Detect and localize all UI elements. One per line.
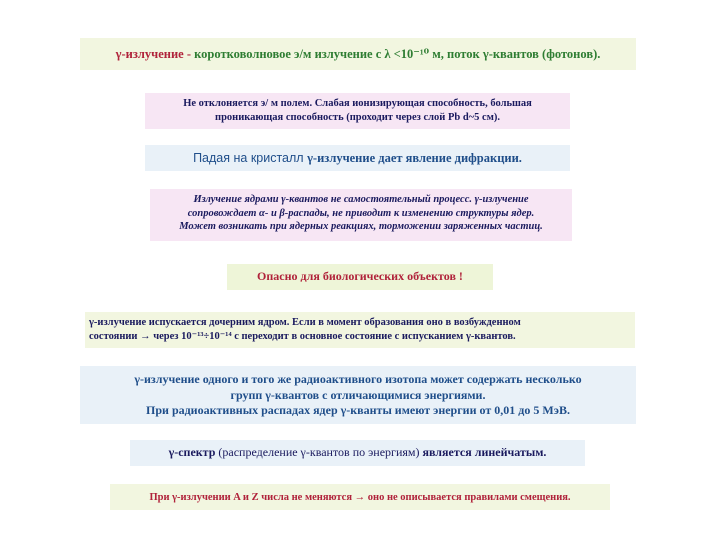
diffraction-text-2: γ-излучение дает явление дифракции. — [307, 151, 522, 165]
danger-block — [227, 264, 493, 290]
daughter-line-1: γ-излучение испускается дочерним ядром. Если в момент образования оно в возбужденном — [89, 317, 521, 328]
displacement-text: При γ-излучении A и Z числа не меняются → оно не описывается правилами смещения. — [149, 492, 571, 503]
danger-text: Опасно для биологических объектов ! — [257, 269, 463, 283]
gamma-term: γ-излучение — [115, 47, 184, 61]
properties-line-1: Не отклоняется э/ м полем. Слабая ионизирующая способность, большая — [183, 98, 532, 109]
emission-line-1: Излучение ядрами γ-квантов не самостоятельный процесс. γ-излучение — [193, 194, 529, 205]
energy-line-1: γ-излучение одного и того же радиоактивного изотопа может содержать несколько — [134, 372, 582, 386]
spectrum-term: γ-спектр — [168, 445, 216, 459]
definition-text: коротковолновое э/м излучение с λ <10⁻¹⁰ м, поток γ-квантов (фотонов). — [194, 47, 601, 61]
spectrum-desc: (распределение γ-квантов по энергиям) — [215, 445, 423, 459]
displacement-rule-block — [110, 484, 610, 510]
emission-block — [150, 189, 572, 241]
energy-line-3: При радиоактивных распадах ядер γ-кванты имеют энергии от 0,01 до 5 МэВ. — [146, 403, 570, 418]
definition-block — [80, 38, 636, 70]
properties-block — [145, 93, 570, 129]
diffraction-block — [145, 145, 570, 171]
daughter-line-2: состоянии → через 10⁻¹³÷10⁻¹⁴ с переходит в основное состояние с испусканием γ-квантов. — [89, 330, 516, 342]
spectrum-conclusion: является линейчатым. — [422, 445, 547, 459]
energy-groups-block — [80, 366, 636, 424]
emission-line-3: Может возникать при ядерных реакциях, торможении заряженных частиц. — [179, 221, 543, 233]
properties-line-2: проникающая способность (проходит через слой Pb d~5 см). — [215, 111, 500, 123]
dash: - — [183, 47, 195, 61]
emission-line-2: сопровождает α- и β-распады, не приводит к изменению структуры ядер. — [187, 207, 535, 219]
spectrum-block — [130, 440, 585, 466]
daughter-nucleus-block — [85, 312, 635, 348]
energy-line-2: групп γ-квантов с отличающимися энергиями. — [230, 387, 486, 402]
diffraction-text-1: Падая на кристалл — [193, 151, 308, 165]
